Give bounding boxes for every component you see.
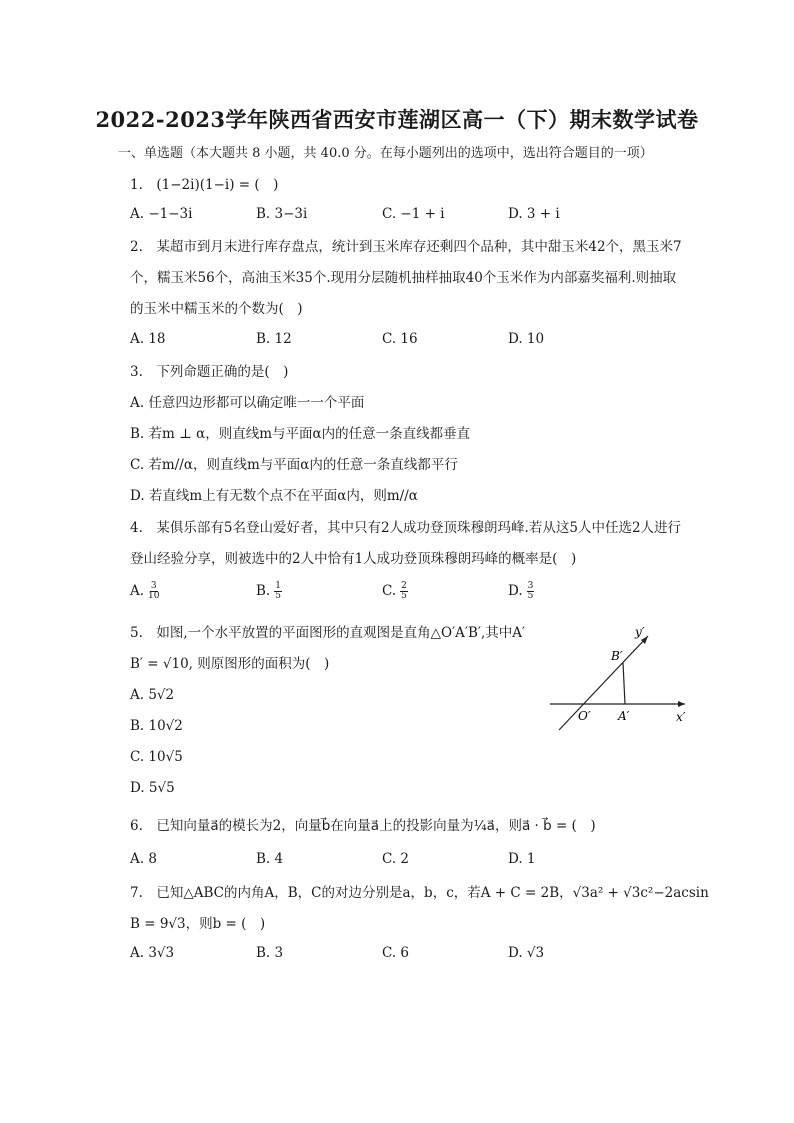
question-3-stem: 3. 下列命题正确的是( ) bbox=[130, 364, 289, 380]
exam-title: 2022-2023学年陕西省西安市莲湖区高一（下）期末数学试卷 bbox=[95, 107, 699, 132]
segment-a-b bbox=[623, 663, 625, 704]
question-4-stem-line-1: 4. 某俱乐部有5名登山爱好者，其中只有2人成功登顶珠穆朗玛峰.若从这5人中任选2人进行 bbox=[130, 520, 682, 536]
question-4-stem-line-2: 登山经验分享，则被选中的2人中恰有1人成功登顶珠穆朗玛峰的概率是( ) bbox=[130, 551, 577, 567]
question-7-stem-line-2: B = 9√3，则b = ( ) bbox=[130, 916, 266, 932]
fraction: $\frac{2}{5}$ bbox=[401, 581, 407, 601]
question-2-option-c[interactable]: C. 16 bbox=[382, 331, 418, 347]
question-3-option-a[interactable]: A. 任意四边形都可以确定唯一一个平面 bbox=[130, 395, 365, 411]
question-7-option-c[interactable]: C. 6 bbox=[382, 945, 410, 961]
question-4-option-b[interactable]: B. $\frac{1}{5}$ bbox=[256, 581, 281, 601]
question-2-stem-line-2: 个，糯玉米56个，高油玉米35个.现用分层随机抽样抽取40个玉米作为内部嘉奖福利.则抽取 bbox=[130, 270, 677, 286]
question-2-option-b[interactable]: B. 12 bbox=[256, 331, 292, 347]
fraction: $\frac{1}{5}$ bbox=[275, 581, 281, 601]
question-1-option-b[interactable]: B. 3−3i bbox=[256, 206, 308, 222]
question-2-option-d[interactable]: D. 10 bbox=[508, 331, 545, 347]
question-6-option-d[interactable]: D. 1 bbox=[508, 851, 536, 867]
question-3-option-d[interactable]: D. 若直线m上有无数个点不在平面α内，则m//α bbox=[130, 488, 418, 504]
question-5-option-d[interactable]: D. 5√5 bbox=[130, 780, 175, 796]
question-7-option-b[interactable]: B. 3 bbox=[256, 945, 284, 961]
question-6-option-a[interactable]: A. 8 bbox=[130, 851, 157, 867]
question-3-option-b[interactable]: B. 若m ⊥ α，则直线m与平面α内的任意一条直线都垂直 bbox=[130, 426, 471, 442]
question-7-option-a[interactable]: A. 3√3 bbox=[130, 945, 175, 961]
question-1-option-d[interactable]: D. 3 + i bbox=[508, 206, 560, 222]
label-b: B′ bbox=[611, 649, 623, 663]
y-axis bbox=[559, 636, 648, 730]
fraction: $\frac{3}{10}$ bbox=[148, 581, 160, 601]
section-heading: 一、单选题（本大题共 8 小题，共 40.0 分。在每小题列出的选项中，选出符合题目的一项） bbox=[118, 146, 653, 161]
question-3-option-c[interactable]: C. 若m//α，则直线m与平面α内的任意一条直线都平行 bbox=[130, 457, 458, 473]
question-4-option-c[interactable]: C. $\frac{2}{5}$ bbox=[382, 581, 407, 601]
question-7-option-d[interactable]: D. √3 bbox=[508, 945, 545, 961]
question-5-stem-line-1: 5. 如图,一个水平放置的平面图形的直观图是直角△O′A′B′,其中A′ bbox=[130, 625, 526, 641]
question-7-stem-line-1: 7. 已知△ABC的内角A，B，C的对边分别是a，b，c，若A + C = 2B，√3a² + √3c²−2acsin bbox=[130, 885, 709, 901]
question-1-option-c[interactable]: C. −1 + i bbox=[382, 206, 445, 222]
question-1-stem: 1. (1−2i)(1−i) = ( ) bbox=[130, 177, 279, 193]
triangle-figure bbox=[545, 618, 695, 733]
label-x: x′ bbox=[676, 710, 686, 724]
question-4-option-d[interactable]: D. $\frac{3}{5}$ bbox=[508, 581, 534, 601]
question-4-option-a[interactable]: A. $\frac{3}{10}$ bbox=[130, 581, 160, 601]
fraction: $\frac{3}{5}$ bbox=[527, 581, 534, 601]
question-6-option-b[interactable]: B. 4 bbox=[256, 851, 284, 867]
label-a: A′ bbox=[618, 709, 630, 723]
label-o: O′ bbox=[578, 709, 591, 723]
question-2-stem-line-1: 2. 某超市到月末进行库存盘点，统计到玉米库存还剩四个品种，其中甜玉米42个，黑玉米7 bbox=[130, 239, 682, 255]
question-5-option-c[interactable]: C. 10√5 bbox=[130, 749, 183, 765]
question-5-stem-line-2: B′ = √10, 则原图形的面积为( ) bbox=[130, 656, 330, 672]
question-5-option-a[interactable]: A. 5√2 bbox=[130, 687, 175, 703]
x-axis-arrow-icon bbox=[678, 701, 685, 707]
question-6-stem: 6. 已知向量a⃗的模长为2，向量b⃗在向量a⃗上的投影向量为¼a⃗，则a⃗ · b⃗ = ( ) bbox=[130, 818, 596, 834]
question-6-option-c[interactable]: C. 2 bbox=[382, 851, 410, 867]
question-1-option-a[interactable]: A. −1−3i bbox=[130, 206, 193, 222]
question-2-stem-line-3: 的玉米中糯玉米的个数为( ) bbox=[130, 301, 303, 317]
question-2-option-a[interactable]: A. 18 bbox=[130, 331, 166, 347]
label-y: y′ bbox=[635, 625, 645, 639]
question-5-option-b[interactable]: B. 10√2 bbox=[130, 718, 183, 734]
